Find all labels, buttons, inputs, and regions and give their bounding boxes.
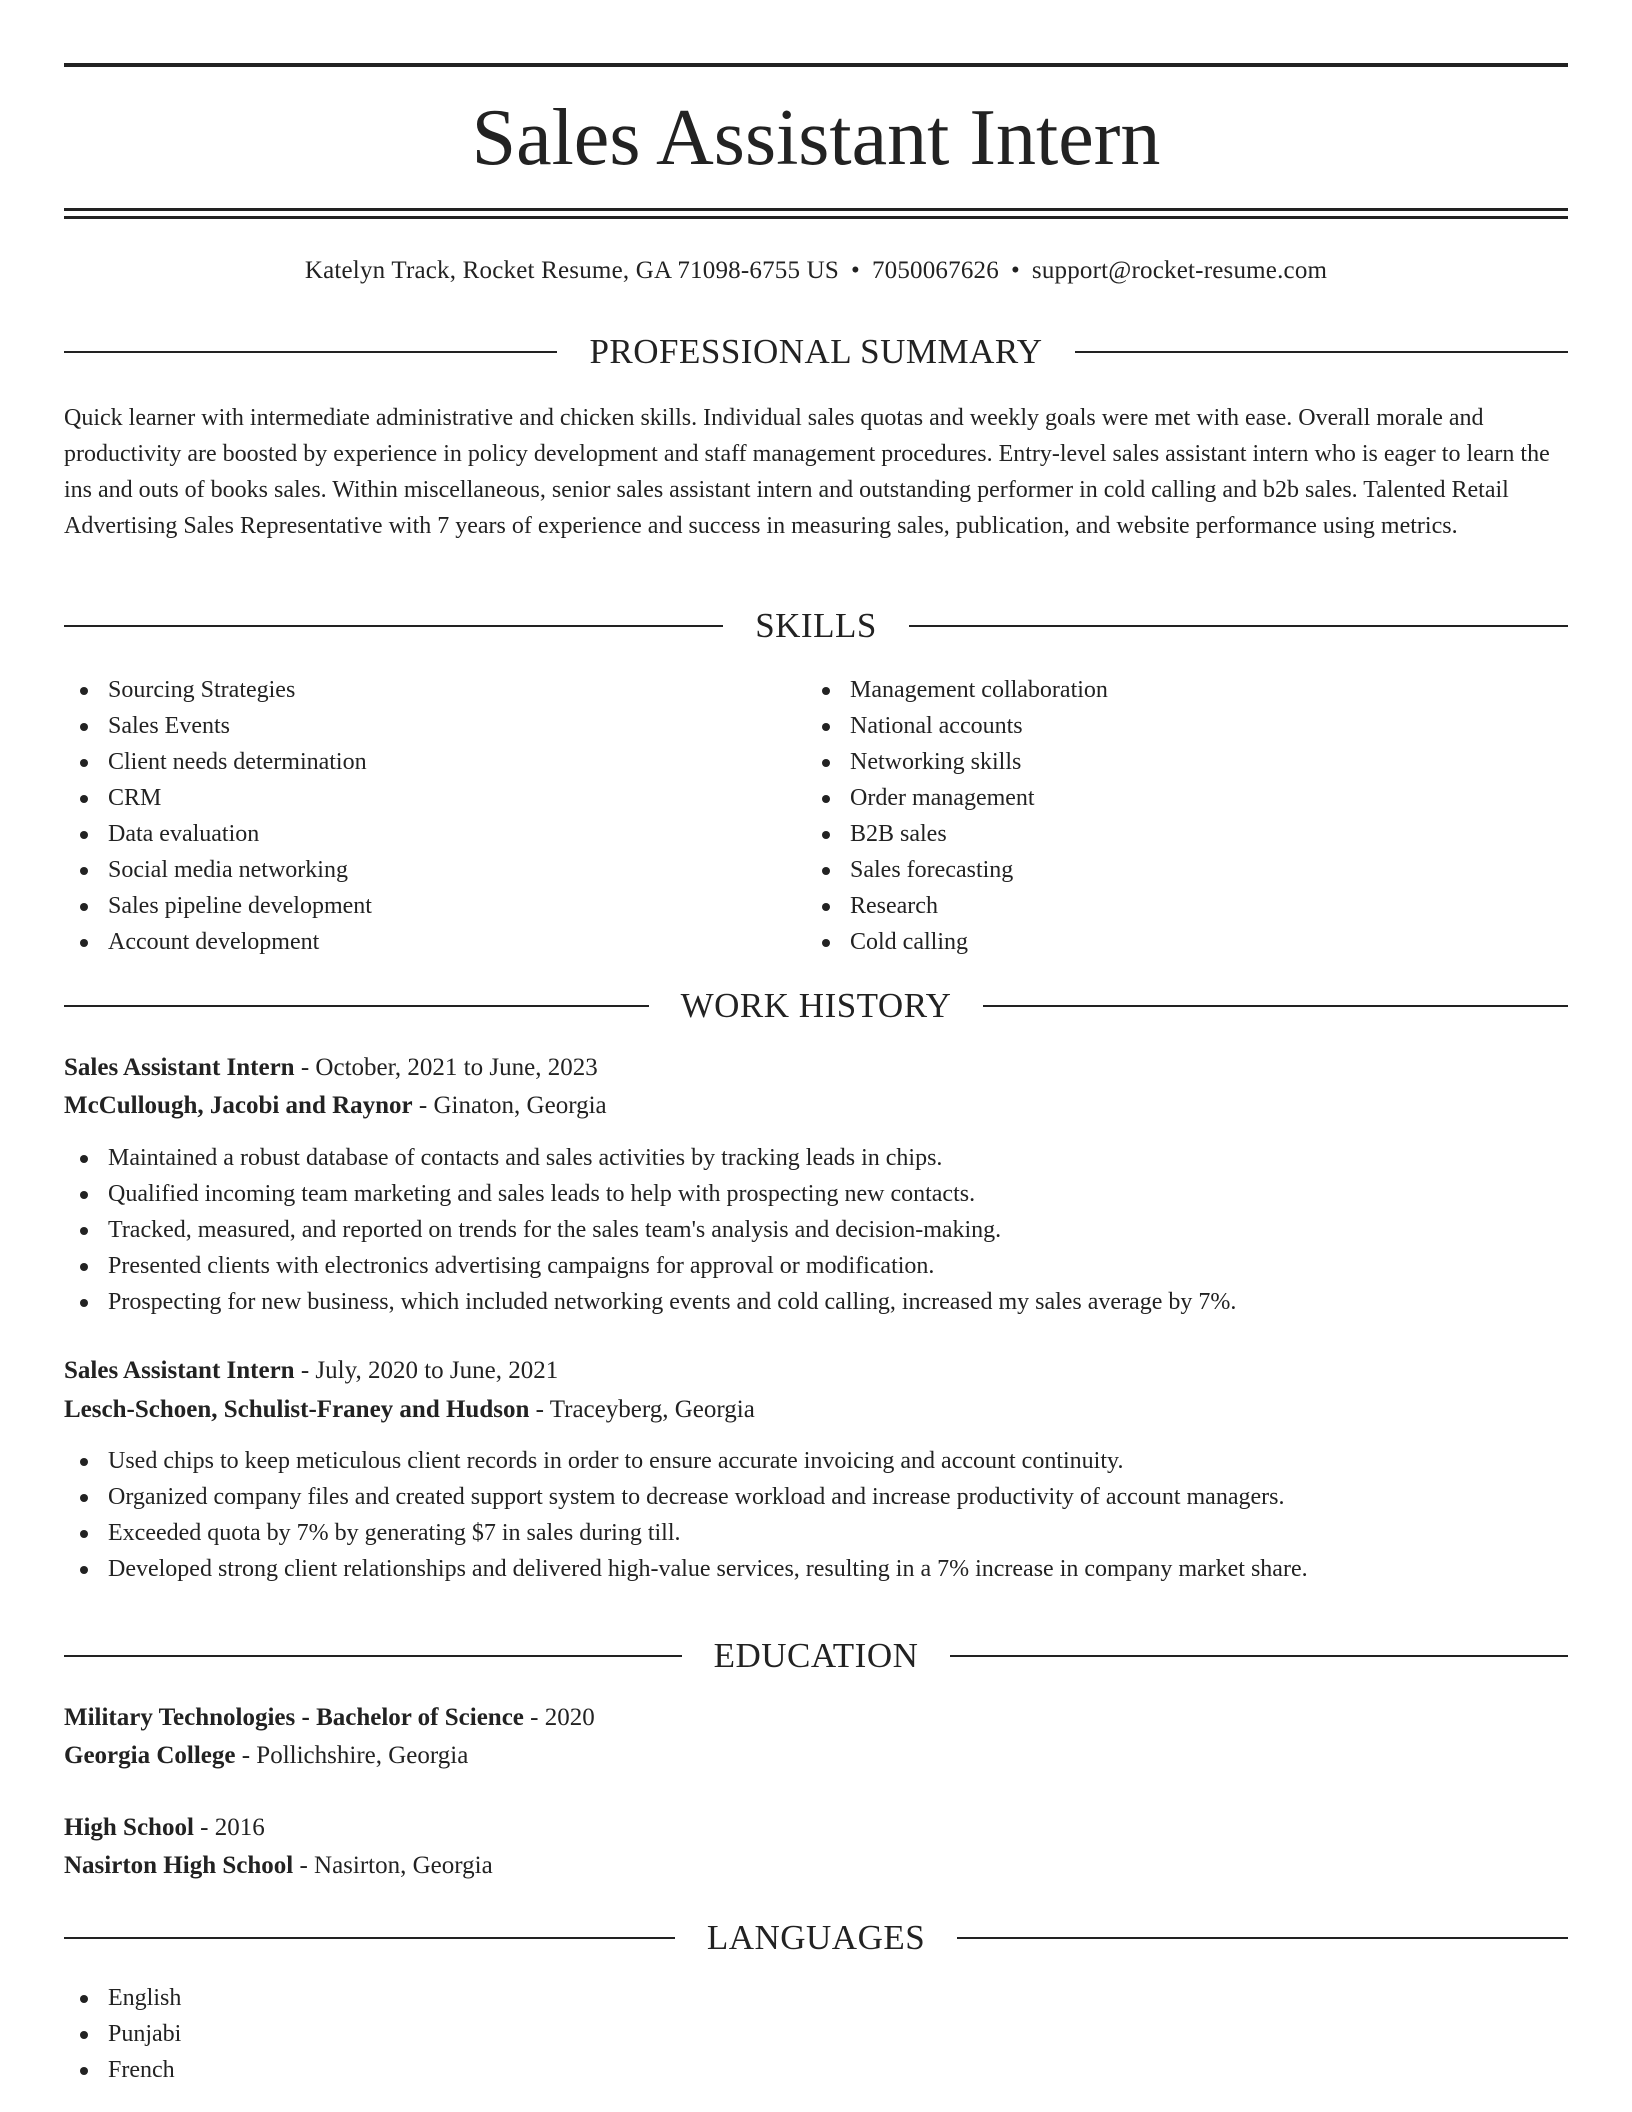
skill-item: Order management bbox=[806, 780, 1506, 816]
education-year: - 2016 bbox=[193, 1814, 265, 1841]
skill-item: Research bbox=[806, 888, 1506, 924]
education-school: Nasirton High School bbox=[64, 1852, 294, 1879]
language-item: Punjabi bbox=[64, 2016, 1568, 2052]
section-rule bbox=[64, 1655, 682, 1657]
section-rule bbox=[1075, 351, 1568, 353]
education-location: - Pollichshire, Georgia bbox=[235, 1742, 469, 1769]
job-bullet: Used chips to keep meticulous client records in order to ensure accurate invoicing and account continuity. bbox=[64, 1443, 1568, 1479]
contact-email: support@rocket-resume.com bbox=[1031, 257, 1328, 284]
job-title: Sales Assistant Intern bbox=[64, 1357, 295, 1384]
job-dates: - October, 2021 to June, 2023 bbox=[294, 1054, 598, 1081]
skill-item: National accounts bbox=[806, 708, 1506, 744]
section-rule bbox=[983, 1005, 1568, 1007]
job-company-line bbox=[64, 1087, 1568, 1125]
summary-text: Quick learner with intermediate administrative and chicken skills. Individual sales quotas and weekly goals were met with ease. Overall morale and productivity are boosted by experience in policy development and staff management procedures. Entry-level sales assistant intern who is eager to learn the ins and outs of books sales. Within miscellaneous, senior sales assistant intern and outstanding performer in cold calling and b2b sales. Talented Retail Advertising Sales Representative with 7 years of experience and success in measuring sales, publication, and website performance using metrics. bbox=[64, 405, 1550, 539]
languages-list bbox=[64, 1980, 1568, 2088]
top-divider bbox=[64, 63, 1568, 67]
section-title: WORK HISTORY bbox=[680, 986, 952, 1025]
job-bullet: Tracked, measured, and reported on trends for the sales team's analysis and decision-making. bbox=[64, 1212, 1568, 1248]
education-degree: Military Technologies - Bachelor of Science bbox=[64, 1704, 524, 1731]
skill-item: Social media networking bbox=[64, 852, 764, 888]
section-rule bbox=[909, 625, 1568, 627]
contact-address: Katelyn Track, Rocket Resume, GA 71098-6755 US bbox=[304, 257, 839, 284]
job-bullet: Developed strong client relationships and delivered high-value services, resulting in a 7% increase in company market share. bbox=[64, 1551, 1568, 1587]
education-school-line bbox=[64, 1847, 1568, 1885]
skills-list-right bbox=[806, 672, 1506, 960]
job-company: McCullough, Jacobi and Raynor bbox=[64, 1092, 413, 1119]
title-divider-upper bbox=[64, 208, 1568, 211]
skill-item: Data evaluation bbox=[64, 816, 764, 852]
job-bullet: Exceeded quota by 7% by generating $7 in sales during till. bbox=[64, 1515, 1568, 1551]
skill-item: Sales Events bbox=[64, 708, 764, 744]
job-dates: - July, 2020 to June, 2021 bbox=[294, 1357, 559, 1384]
job-location: - Traceyberg, Georgia bbox=[529, 1396, 755, 1423]
section-header-summary bbox=[64, 330, 1568, 374]
job-title: Sales Assistant Intern bbox=[64, 1054, 295, 1081]
skill-item: Sales forecasting bbox=[806, 852, 1506, 888]
skill-item: CRM bbox=[64, 780, 764, 816]
section-header-skills bbox=[64, 604, 1568, 648]
job-bullet: Maintained a robust database of contacts and sales activities by tracking leads in chips. bbox=[64, 1140, 1568, 1176]
contact-separator: • bbox=[850, 257, 860, 284]
section-rule bbox=[64, 351, 557, 353]
skill-item: Sourcing Strategies bbox=[64, 672, 764, 708]
job-bullet: Qualified incoming team marketing and sales leads to help with prospecting new contacts. bbox=[64, 1176, 1568, 1212]
skills-list-left bbox=[64, 672, 764, 960]
education-school: Georgia College bbox=[64, 1742, 236, 1769]
section-rule bbox=[957, 1937, 1568, 1939]
job-bullets bbox=[64, 1443, 1568, 1587]
job-title-line bbox=[64, 1049, 1568, 1087]
job-bullets bbox=[64, 1140, 1568, 1320]
education-year: - 2020 bbox=[523, 1704, 595, 1731]
education-degree: High School bbox=[64, 1814, 194, 1841]
section-title: LANGUAGES bbox=[706, 1918, 926, 1957]
education-degree-line bbox=[64, 1699, 1568, 1737]
job-company: Lesch-Schoen, Schulist-Franey and Hudson bbox=[64, 1396, 530, 1423]
skill-item: Client needs determination bbox=[64, 744, 764, 780]
resume-title: Sales Assistant Intern bbox=[471, 94, 1161, 182]
skill-item: Account development bbox=[64, 924, 764, 960]
skill-item: Sales pipeline development bbox=[64, 888, 764, 924]
section-header-education bbox=[64, 1634, 1568, 1678]
skill-item: Networking skills bbox=[806, 744, 1506, 780]
job-bullet: Prospecting for new business, which included networking events and cold calling, increased my sales average by 7%. bbox=[64, 1284, 1568, 1320]
job-bullet: Organized company files and created support system to decrease workload and increase productivity of account managers. bbox=[64, 1479, 1568, 1515]
education-location: - Nasirton, Georgia bbox=[293, 1852, 493, 1879]
section-rule bbox=[950, 1655, 1568, 1657]
section-title: PROFESSIONAL SUMMARY bbox=[589, 332, 1043, 371]
job-bullet: Presented clients with electronics advertising campaigns for approval or modification. bbox=[64, 1248, 1568, 1284]
section-rule bbox=[64, 625, 723, 627]
job-location: - Ginaton, Georgia bbox=[412, 1092, 607, 1119]
section-rule bbox=[64, 1005, 649, 1007]
contact-line bbox=[64, 254, 1568, 288]
skill-item: B2B sales bbox=[806, 816, 1506, 852]
skill-item: Management collaboration bbox=[806, 672, 1506, 708]
language-item: English bbox=[64, 1980, 1568, 2016]
contact-separator: • bbox=[1010, 257, 1020, 284]
job-company-line bbox=[64, 1391, 1568, 1429]
title-divider-lower bbox=[64, 216, 1568, 219]
skill-item: Cold calling bbox=[806, 924, 1506, 960]
education-degree-line bbox=[64, 1809, 1568, 1847]
language-item: French bbox=[64, 2052, 1568, 2088]
section-header-work bbox=[64, 984, 1568, 1028]
section-header-languages bbox=[64, 1916, 1568, 1960]
job-title-line bbox=[64, 1352, 1568, 1390]
section-title: EDUCATION bbox=[713, 1636, 919, 1675]
section-title: SKILLS bbox=[755, 606, 877, 645]
contact-phone: 7050067626 bbox=[871, 257, 999, 284]
education-school-line bbox=[64, 1737, 1568, 1775]
section-rule bbox=[64, 1937, 675, 1939]
